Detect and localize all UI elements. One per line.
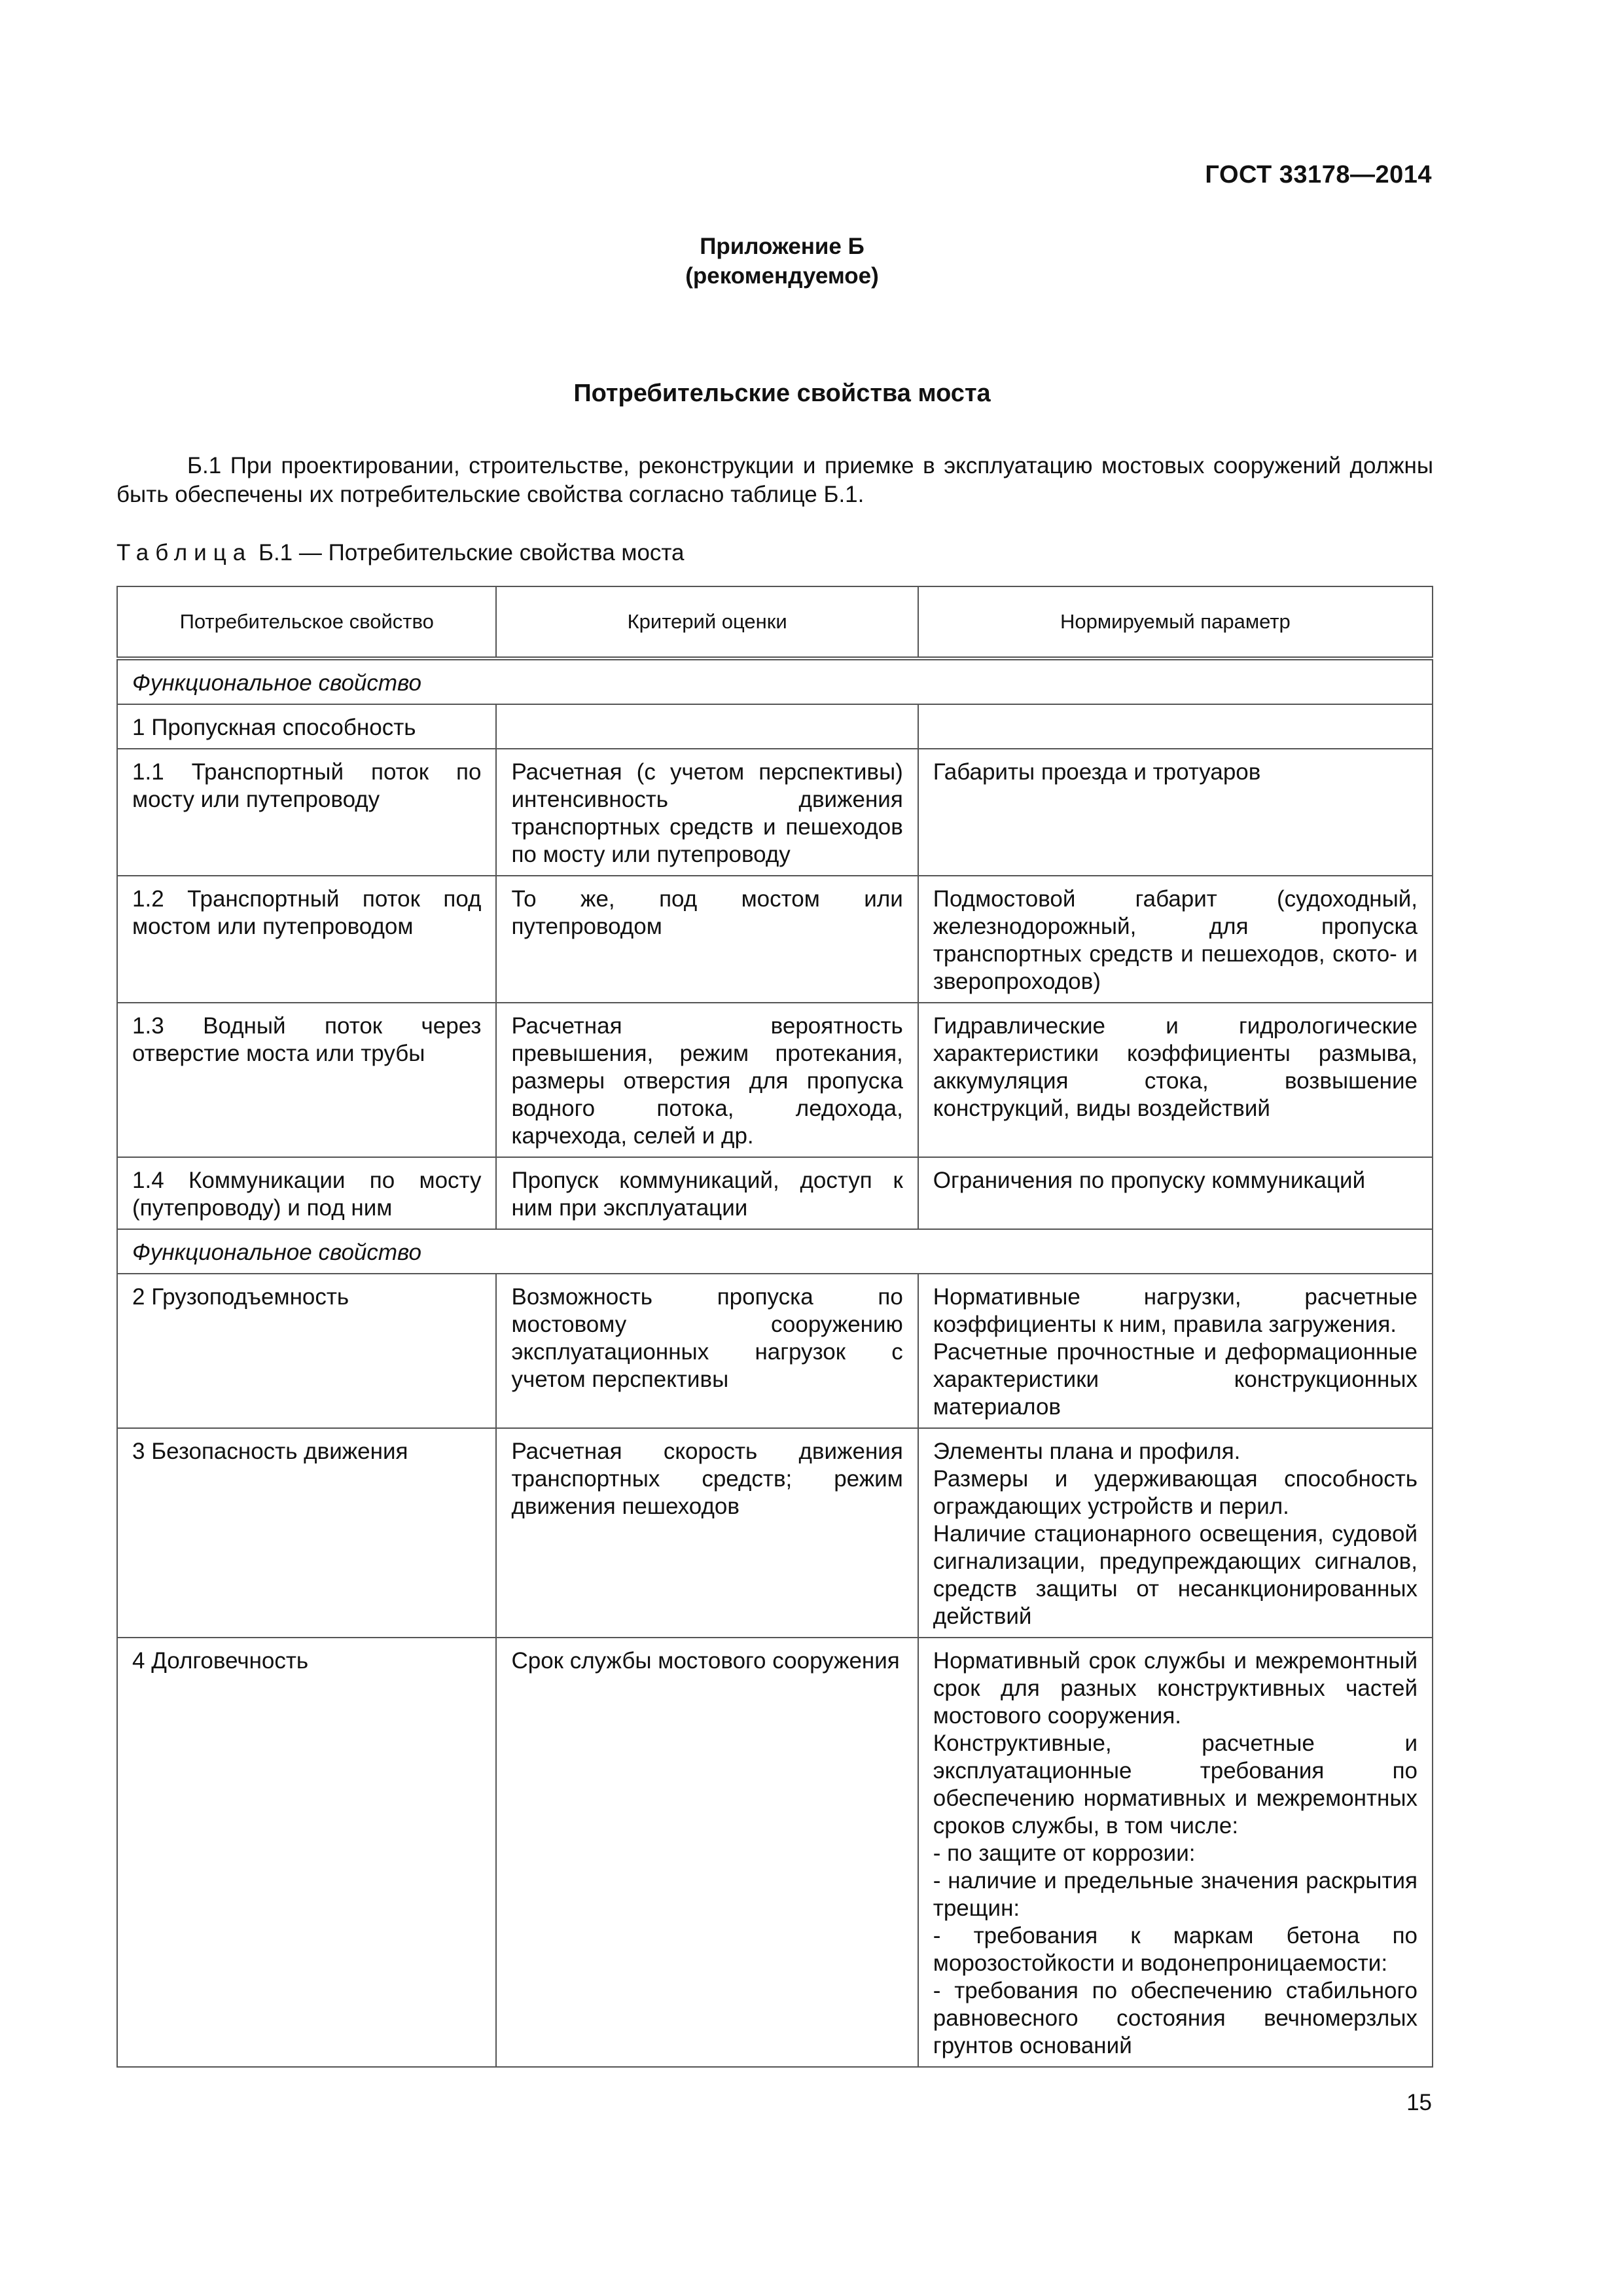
parameter-line: Элементы плана и профиля. bbox=[933, 1439, 1241, 1464]
group-label: Функциональное свойство bbox=[117, 1229, 1433, 1274]
parameter-line: Нормативные нагрузки, расчетные коэффициенты к ним, правила загружения. bbox=[933, 1284, 1418, 1337]
cell-criterion: Расчетная вероятность превышения, режим протекания, размеры отверстия для пропуска водного потока, ледохода, карчехода, селей и др. bbox=[496, 1003, 918, 1157]
parameter-line: - наличие и предельные значения раскрытия трещин: bbox=[933, 1868, 1418, 1921]
table-caption-label: Таблица bbox=[116, 540, 253, 565]
parameter-line: Нормативный срок службы и межремонтный срок для разных конструктивных частей мостового сооружения. bbox=[933, 1648, 1418, 1729]
cell-property: 1.2 Транспортный поток под мостом или путепроводом bbox=[117, 876, 496, 1003]
cell-property: 1.4 Коммуникации по мосту (путепроводу) и под ним bbox=[117, 1157, 496, 1229]
cell-criterion: Срок службы мостового сооружения bbox=[496, 1638, 918, 2067]
cell-property: 1 Пропускная способность bbox=[117, 704, 496, 749]
appendix-heading bbox=[0, 232, 1564, 291]
appendix-title: Приложение Б bbox=[700, 234, 865, 259]
cell-property: 1.1 Транспортный поток по мосту или путепроводу bbox=[117, 749, 496, 876]
cell-criterion bbox=[496, 704, 918, 749]
cell-parameter bbox=[918, 1428, 1433, 1638]
table-row bbox=[117, 749, 1433, 876]
group-label: Функциональное свойство bbox=[117, 658, 1433, 704]
document-code: ГОСТ 33178—2014 bbox=[1205, 161, 1432, 188]
cell-property: 2 Грузоподъемность bbox=[117, 1274, 496, 1428]
parameter-line: Конструктивные, расчетные и эксплуатационные требования по обеспечению нормативных и межремонтных сроков службы, в том числе: bbox=[933, 1731, 1418, 1839]
cell-criterion: Пропуск коммуникаций, доступ к ним при эксплуатации bbox=[496, 1157, 918, 1229]
table-row bbox=[117, 1157, 1433, 1229]
section-title: Потребительские свойства моста bbox=[573, 380, 991, 407]
table-row bbox=[117, 1428, 1433, 1638]
table-caption bbox=[116, 540, 685, 566]
table-group-row bbox=[117, 658, 1433, 704]
appendix-subtitle: (рекомендуемое) bbox=[685, 263, 879, 289]
cell-property: 3 Безопасность движения bbox=[117, 1428, 496, 1638]
cell-criterion: Расчетная (с учетом перспективы) интенсивность движения транспортных средств и пешеходов по мосту или путепроводу bbox=[496, 749, 918, 876]
cell-parameter bbox=[918, 1274, 1433, 1428]
cell-property: 1.3 Водный поток через отверстие моста или трубы bbox=[117, 1003, 496, 1157]
parameter-line: - по защите от коррозии: bbox=[933, 1840, 1196, 1866]
header-property: Потребительское свойство bbox=[117, 586, 496, 658]
cell-parameter bbox=[918, 1638, 1433, 2067]
table-row bbox=[117, 704, 1433, 749]
cell-parameter: Гидравлические и гидрологические характеристики коэффициенты размыва, аккумуляция стока, возвышение конструкций, виды воздействий bbox=[918, 1003, 1433, 1157]
cell-criterion: Возможность пропуска по мостовому сооружению эксплуатационных нагрузок с учетом перспективы bbox=[496, 1274, 918, 1428]
cell-property: 4 Долговечность bbox=[117, 1638, 496, 2067]
parameter-line: Размеры и удерживающая способность ограждающих устройств и перил. bbox=[933, 1466, 1418, 1519]
page-number: 15 bbox=[1406, 2090, 1432, 2115]
table-row bbox=[117, 1003, 1433, 1157]
header-criterion: Критерий оценки bbox=[496, 586, 918, 658]
table-caption-text: Б.1 — Потребительские свойства моста bbox=[258, 540, 685, 565]
table-row bbox=[117, 1638, 1433, 2067]
table-header-row bbox=[117, 586, 1433, 658]
parameter-line: Наличие стационарного освещения, судовой сигнализации, предупреждающих сигналов, средств защиты от несанкционированных действий bbox=[933, 1521, 1418, 1629]
cell-parameter bbox=[918, 704, 1433, 749]
cell-criterion: Расчетная скорость движения транспортных средств; режим движения пешеходов bbox=[496, 1428, 918, 1638]
table-group-row bbox=[117, 1229, 1433, 1274]
header-parameter: Нормируемый параметр bbox=[918, 586, 1433, 658]
cell-parameter: Ограничения по пропуску коммуникаций bbox=[918, 1157, 1433, 1229]
parameter-line: - требования к маркам бетона по морозостойкости и водонепроницаемости: bbox=[933, 1923, 1418, 1976]
cell-parameter: Габариты проезда и тротуаров bbox=[918, 749, 1433, 876]
table-row bbox=[117, 876, 1433, 1003]
properties-table bbox=[116, 586, 1433, 2068]
cell-parameter: Подмостовой габарит (судоходный, железнодорожный, для пропуска транспортных средств и пешеходов, ското- и зверопроходов) bbox=[918, 876, 1433, 1003]
cell-criterion: То же, под мостом или путепроводом bbox=[496, 876, 918, 1003]
parameter-line: - требования по обеспечению стабильного равновесного состояния вечномерзлых грунтов оснований bbox=[933, 1978, 1418, 2058]
parameter-line: Расчетные прочностные и деформационные характеристики конструкционных материалов bbox=[933, 1339, 1418, 1420]
table-row bbox=[117, 1274, 1433, 1428]
intro-paragraph: Б.1 При проектировании, строительстве, реконструкции и приемке в эксплуатацию мостовых сооружений должны быть обеспечены их потребительские свойства согласно таблице Б.1. bbox=[116, 453, 1433, 507]
